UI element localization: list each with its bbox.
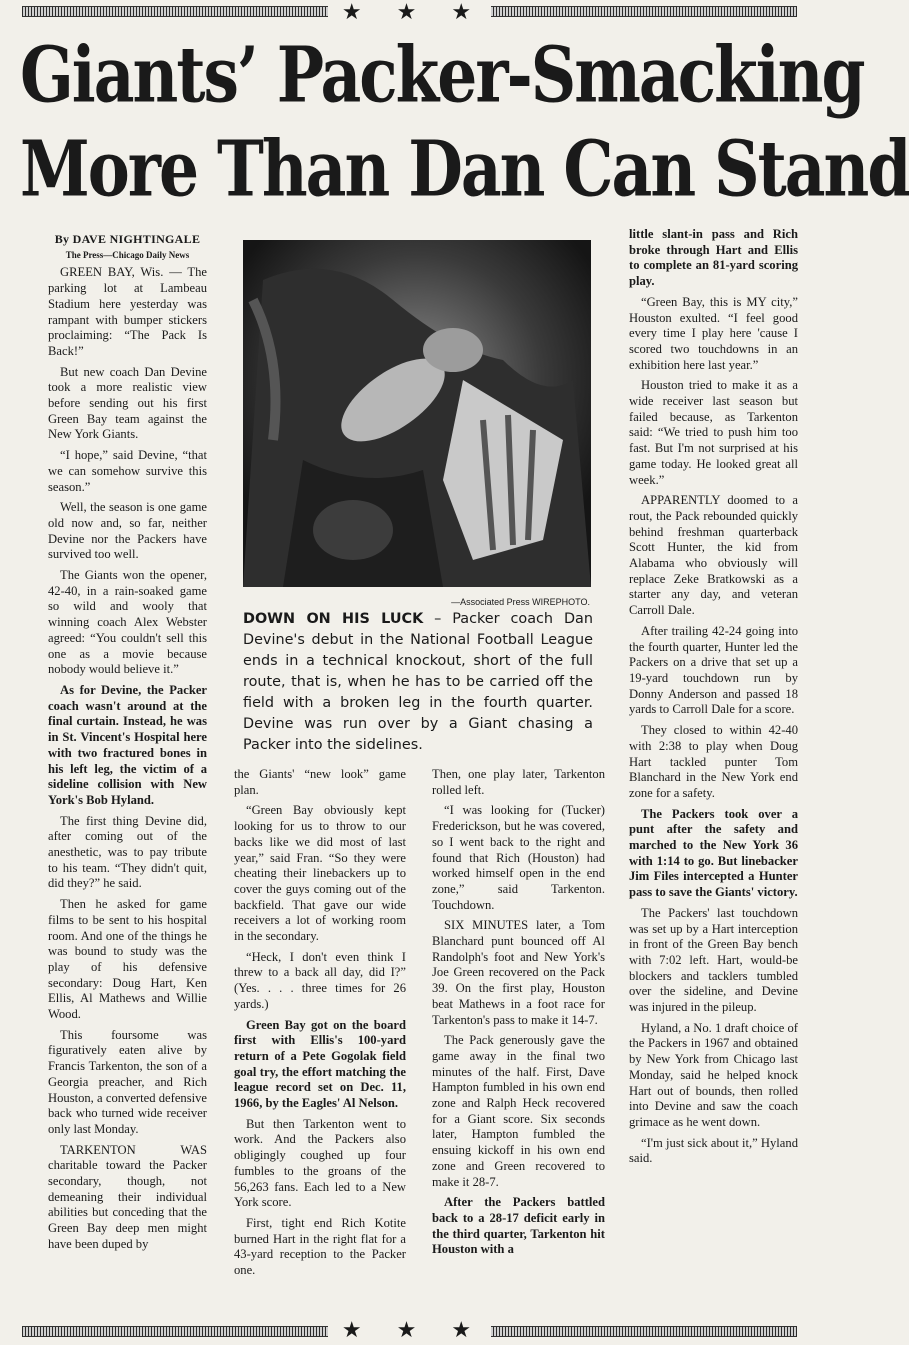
caption-body: – Packer coach Dan Devine's debut in the National Football League ends in a technical knockout, short of the full route, that is, when he has to be carried off the field with a broken leg in the fourth quarter. Devine was run over by a Giant chasing a Packer into the sidelines. [243,611,593,753]
paragraph-bold: The Packers took over a punt after the safety and marched to the New York 36 with 1:14 to go. But linebacker Jim Files intercepted a Hunter pass to save the Giants' victory. [629,806,798,900]
caption-lead: DOWN ON HIS LUCK [243,611,424,627]
top-stars-icon: ★ ★ ★ [328,0,491,25]
photo-credit: —Associated Press WIREPHOTO. [451,597,590,607]
article-column-4 [629,227,798,1172]
headline-line-1: Giants’ Packer-Smacking [20,29,864,120]
paragraph: Houston tried to make it as a wide receiver last season but failed because, as Tarkenton said: “We tried to push him too fast. But I'm not surprised at his game today. He looked great all week.” [629,378,798,487]
paragraph: GREEN BAY, Wis. — The parking lot at Lambeau Stadium here yesterday was rampant with bumper stickers proclaiming: “The Pack Is Back!” [48,265,207,358]
paragraph-bold: After the Packers battled back to a 28-17 deficit early in the third quarter, Tarkenton hit Houston with a [432,1195,605,1257]
byline: By DAVE NIGHTINGALE [54,232,201,246]
bottom-ornament [0,1318,819,1343]
paragraph-bold: Green Bay got on the board first with Ellis's 100-yard return of a Pete Gogolak field goal try, the effort matching the league record set on Dec. 11, 1966, by the Eagles' Al Nelson. [234,1017,406,1111]
paragraph-subhead: APPARENTLY doomed to a rout, the Pack rebounded quickly behind freshman quarterback Scott Hunter, the kid from Alabama who obviously will replace Zeke Bratkowski as a starter any day, and veteran Carroll Dale. [629,493,798,618]
paragraph: This foursome was figuratively eaten alive by Francis Tarkenton, the son of a Georgia preacher, and Rich Houston, a converted defensive back who turned wide receiver only last Monday. [48,1027,207,1136]
paragraph: the Giants' “new look” game plan. [234,767,406,797]
paragraph: The Giants won the opener, 42-40, in a rain-soaked game so wild and wooly that winning coach Alex Webster agreed: “You couldn't sell this one as a movie because nobody would believe it.” [48,568,207,677]
paragraph: They closed to within 42-40 with 2:38 to play when Doug Hart tackled punter Tom Blanchard in the New York end zone for a safety. [629,723,798,800]
top-ornament [0,0,819,25]
wirephoto-image [243,240,591,587]
paragraph-subhead: TARKENTON WAS charitable toward the Packer secondary, though, not demeaning their individual abilities but conceding that the Green Bay deep men might have been duped by [48,1142,207,1251]
paragraph: “Heck, I don't even think I threw to a back all day, did I?” (Yes. . . . three times for 26 yards.) [234,949,406,1011]
paragraph: “I was looking for (Tucker) Frederickson, but he was covered, so I went back to the right and found that Rich (Houston) had worked himself open in the end zone,” said Tarkenton. Touchdown. [432,803,605,912]
paragraph: Hyland, a No. 1 draft choice of the Packers in 1967 and obtained by New York from Chicago last Monday, said he helped knock Hart out of bounds, then rolled into Devine and saw the coach grimace as he went down. [629,1020,798,1129]
paragraph: “I'm just sick about it,” Hyland said. [629,1135,798,1166]
paragraph: “I hope,” said Devine, “that we can somehow survive this season.” [48,448,207,494]
photo-graphic [243,240,591,587]
paragraph: But new coach Dan Devine took a more realistic view before sending out his first Green Bay team against the New York Giants. [48,364,207,442]
paragraph: But then Tarkenton went to work. And the Packers also obligingly coughed up four fumbles to the groans of the 56,263 fans. Each led to a New York score. [234,1116,406,1210]
paragraph: After trailing 42-24 going into the fourth quarter, Hunter led the Packers on a drive that set up a 19-yard touchdown run by Donny Anderson and passed 18 yards to Carroll Dale for a score. [629,623,798,717]
paragraph: The first thing Devine did, after coming out of the anesthetic, was to pay tribute to his team. “They didn't quit, did they?” he said. [48,813,207,891]
paragraph: The Packers' last touchdown was set up by a Hart interception in front of the Green Bay bench with 7:02 left. Hart, would-be blockers and tacklers tumbled over the sideline, and Devine was injured in the pileup. [629,905,798,1015]
paragraph: The Pack generously gave the game away in the final two minutes of the half. First, Dave Hampton fumbled in his own end zone and Ralph Heck recovered for a Giant score. Six seconds later, Hampton fumbled the ensuing kickoff in his own end zone and Green recovered to make it 28-7. [432,1033,605,1189]
agency-credit: The Press—Chicago Daily News [65,249,190,260]
photo-caption [243,609,593,756]
paragraph: Well, the season is one game old now and, so far, neither Devine nor the Packers have survived too well. [48,500,207,562]
paragraph: Then he asked for game films to be sent to his hospital room. And one of the things he was bound to study was the play of his defensive secondary: Doug Hart, Ken Ellis, Al Mathews and Willie Wood. [48,897,207,1022]
paragraph: First, tight end Rich Kotite burned Hart in the right flat for a 43-yard reception to the Packer one. [234,1215,406,1278]
paragraph-subhead: SIX MINUTES later, a Tom Blanchard punt bounced off Al Randolph's foot and New York's Joe Green recovered on the Pack 39. On the first play, Houston beat Mathews in a foot race for Tarkenton's pass to make it 14-7. [432,918,605,1027]
paragraph-bold: little slant-in pass and Rich broke through Hart and Ellis to complete an 81-yard scoring play. [629,227,798,289]
paragraph: “Green Bay obviously kept looking for us to throw to our backs like we did most of last year,” said Fran. “So they were cheating their linebackers up to cover the guys coming out of the backfield. That gave our wide receivers a lot of working room in the secondary. [234,803,406,944]
paragraph-bold: As for Devine, the Packer coach wasn't around at the final curtain. Instead, he was in St. Vincent's Hospital here with two fractured bones in his left leg, the victim of a sideline collision with New York's Bob Hyland. [48,682,207,807]
paragraph: “Green Bay, this is MY city,” Houston exulted. “I feel good every time I play here 'cause I scored two touchdowns in an exhibition here last year.” [629,294,798,372]
paragraph: Then, one play later, Tarkenton rolled left. [432,767,605,797]
headline-line-2: More Than Dan Can Stand [20,123,909,214]
bottom-stars-icon: ★ ★ ★ [328,1318,491,1343]
article-column-2 [234,767,406,1284]
article-column-3 [432,767,605,1263]
article-column-1 [48,232,207,1258]
